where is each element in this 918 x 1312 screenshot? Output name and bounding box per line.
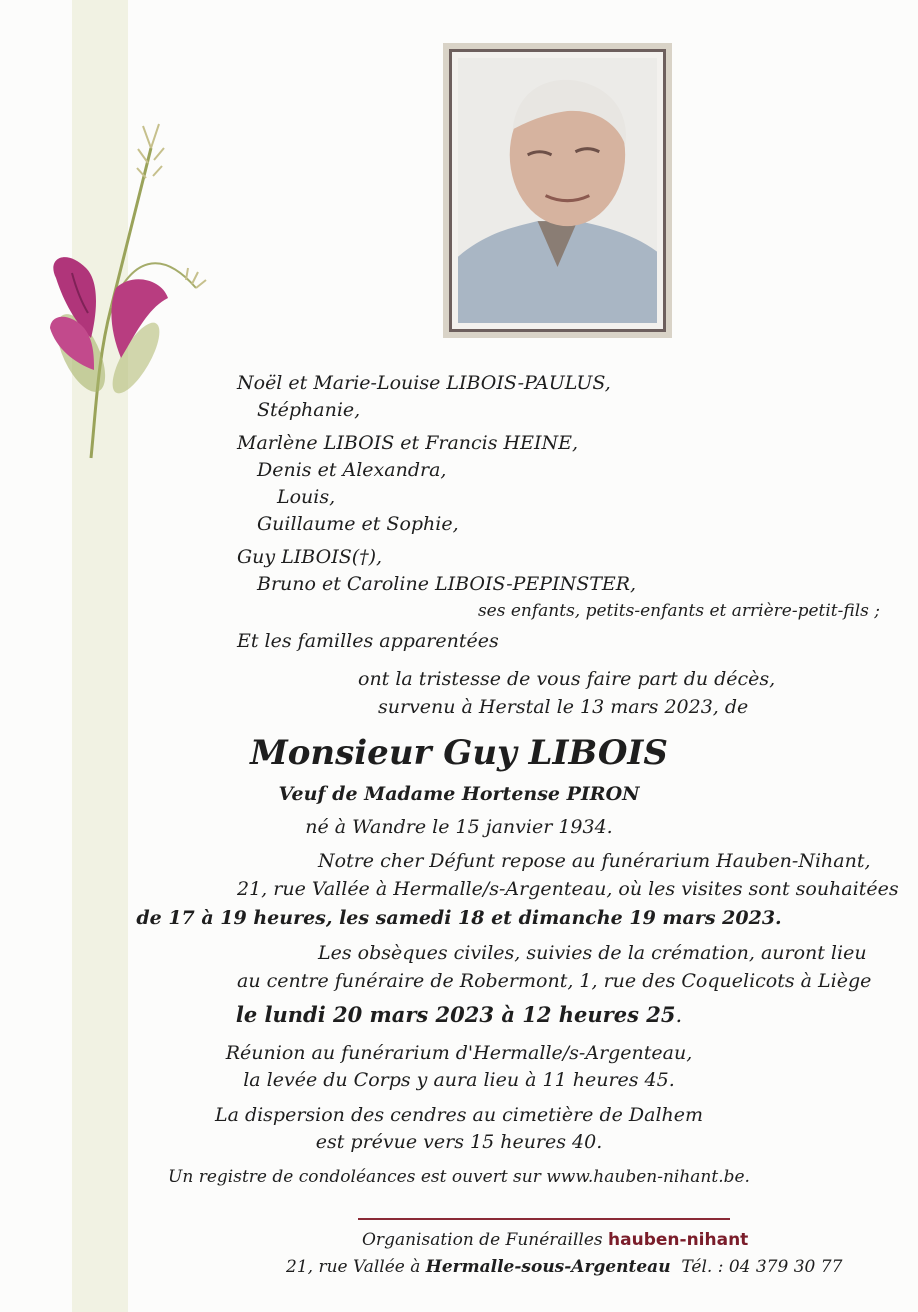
ceremony-date-text: le lundi 20 mars 2023 à 12 heures 25: [235, 1002, 676, 1027]
ceremony-line-1: Les obsèques civiles, suivies de la crémation, auront lieu: [318, 942, 867, 964]
ceremony-line-2: au centre funéraire de Robermont, 1, rue des Coquelicots à Liège: [237, 970, 872, 992]
footer-address-prefix: 21, rue Vallée à: [286, 1257, 421, 1277]
family-line-10: Et les familles apparentées: [237, 630, 499, 652]
family-line-8: Bruno et Caroline LIBOIS-PEPINSTER,: [257, 573, 637, 595]
footer-org: [362, 1227, 748, 1253]
registry-note: Un registre de condoléances est ouvert sur www.hauben-nihant.be.: [168, 1167, 750, 1187]
family-line-1: Noël et Marie-Louise LIBOIS-PAULUS,: [237, 372, 611, 394]
family-line-7: Guy LIBOIS(†),: [237, 546, 383, 568]
deceased-name: Monsieur Guy LIBOIS: [250, 733, 668, 773]
meeting-line-1: Réunion au funérarium d'Hermalle/s-Argenteau,: [225, 1042, 693, 1064]
footer-address: [286, 1254, 842, 1280]
widower-line: Veuf de Madame Hortense PIRON: [278, 783, 640, 805]
family-line-6: Guillaume et Sophie,: [257, 513, 459, 535]
footer-divider: [358, 1218, 730, 1220]
visit-line-2: 21, rue Vallée à Hermalle/s-Argenteau, où les visites sont souhaitées: [237, 878, 899, 900]
family-line-3: Marlène LIBOIS et Francis HEINE,: [237, 432, 579, 454]
brand-logo: hauben-nihant: [608, 1230, 749, 1250]
portrait-frame: [443, 43, 672, 338]
announce-line-2: survenu à Herstal le 13 mars 2023, de: [378, 696, 749, 718]
family-line-2: Stéphanie,: [257, 399, 361, 421]
meeting-line-2: la levée du Corps y aura lieu à 11 heures 45.: [243, 1069, 675, 1091]
family-line-4: Denis et Alexandra,: [257, 459, 447, 481]
visit-line-1: Notre cher Défunt repose au funérarium Hauben-Nihant,: [318, 850, 871, 872]
ceremony-date-period: .: [675, 1003, 683, 1027]
dispersion-line-2: est prévue vers 15 heures 40.: [315, 1131, 603, 1153]
ceremony-date: [0, 1001, 918, 1029]
family-line-5: Louis,: [277, 486, 336, 508]
family-line-9: ses enfants, petits-enfants et arrière-petit-fils ;: [477, 601, 880, 621]
calla-lily-illustration: [36, 108, 216, 468]
birth-line: né à Wandre le 15 janvier 1934.: [305, 816, 613, 838]
dispersion-line-1: La dispersion des cendres au cimetière de Dalhem: [214, 1104, 704, 1126]
announce-line-1: ont la tristesse de vous faire part du décès,: [358, 668, 776, 690]
visit-hours: de 17 à 19 heures, les samedi 18 et dimanche 19 mars 2023.: [136, 907, 782, 929]
footer-phone: Tél. : 04 379 30 77: [681, 1257, 843, 1277]
portrait-photo: [458, 58, 657, 323]
footer-town: Hermalle-sous-Argenteau: [425, 1257, 671, 1277]
footer-org-text: Organisation de Funérailles: [362, 1230, 603, 1250]
